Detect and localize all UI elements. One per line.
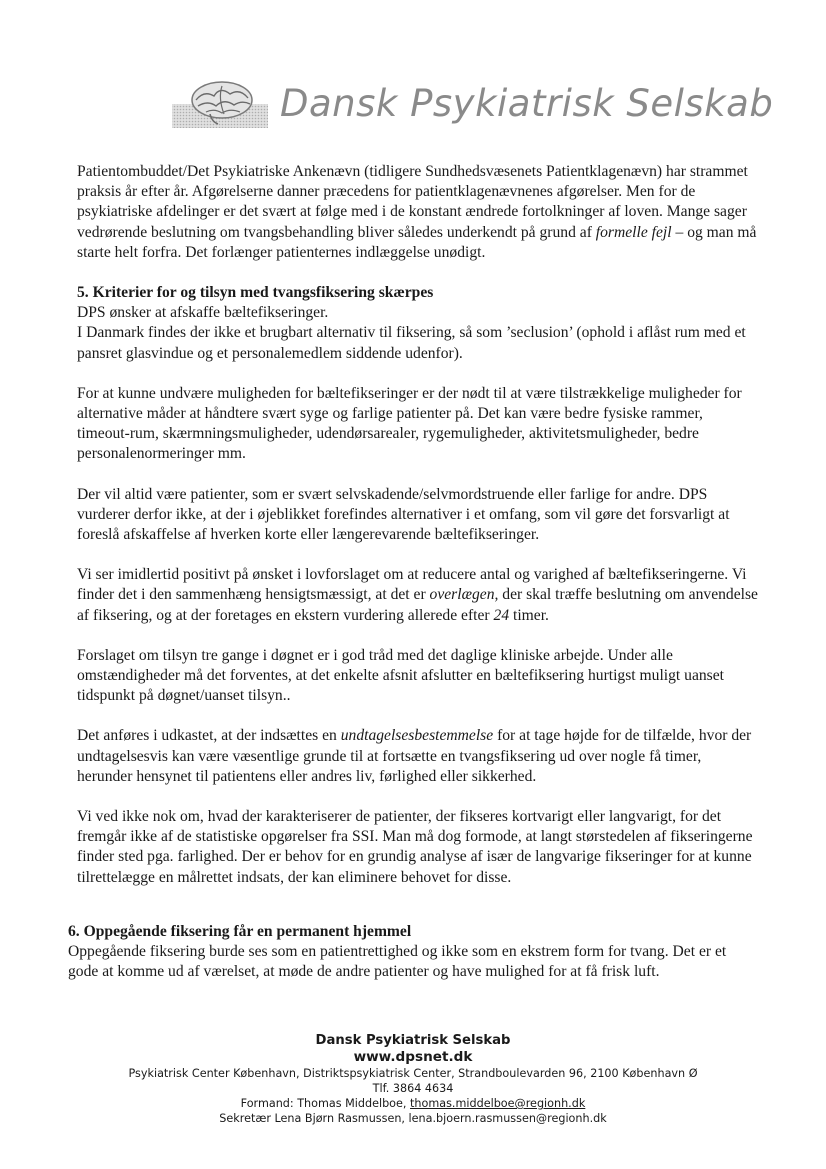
- brain-icon: [170, 78, 270, 130]
- paragraph-ssi: Vi ved ikke nok om, hvad der karakteriserer de patienter, der fikseres kortvarigt eller langvarigt, for det fremgår ikke af de statistiske opgørelser fra SSI. Man må dog formode, at langt størstedelen af fikseringerne finder sted pga. farlighed. Der er behov for en grundig analyse af især de langvarige fikseringer for at kunne tilrettelægge en målrettet indsats, der kan eliminere behovet for disse.: [77, 808, 753, 886]
- paragraph-undtagelse: [68, 726, 758, 787]
- logo-wordmark: Dansk Psykiatrisk Selskab: [280, 82, 774, 125]
- footer-address: Psykiatrisk Center København, Distriktspsykiatrisk Center, Strandboulevarden 96, 2100 København Ø: [128, 1067, 698, 1080]
- section-5-line-2: I Danmark findes der ikke et brugbart alternativ til fiksering, så som ’seclusion’ (ophold i aflåst rum med et pansret glasvindue og et personalemedlem siddende udenfor).: [77, 324, 746, 362]
- section-5-line-1: DPS ønsker at afskaffe bæltefikseringer.: [77, 304, 329, 322]
- italic-run: formelle fejl: [595, 223, 672, 241]
- section-6-text: Oppegående fiksering burde ses som en patientrettighed og ikke som en ekstrem form for tvang. Det er et gode at komme ud af værelset, at møde de andre patienter og have mulighed for at få frisk luft.: [68, 943, 727, 981]
- text-run: – og man må starte helt forfra. Det forlænger patienternes indlæggelse unødigt.: [77, 223, 757, 261]
- footer-secretary: Sekretær Lena Bjørn Rasmussen, lena.bjoern.rasmussen@regionh.dk: [219, 1112, 607, 1125]
- section-5-title: 5. Kriterier for og tilsyn med tvangsfiksering skærpes: [77, 284, 434, 302]
- italic-run: 24: [493, 606, 510, 624]
- letter-body: [68, 162, 758, 983]
- text-run: Det anføres i udkastet, at der indsættes en: [77, 727, 341, 745]
- text-run: for at tage højde for de tilfælde, hvor der undtagelsesvis kan være væsentlige grunde til at fortsætte en tvangsfiksering ud over nogle få timer, herunder hensynet til patientens eller andres liv, førlighed eller sikkerhed.: [77, 727, 752, 785]
- footer-website-link[interactable]: www.dpsnet.dk: [353, 1049, 473, 1065]
- footer-org-name: Dansk Psykiatrisk Selskab: [315, 1033, 511, 1048]
- footer-chair: [68, 1096, 758, 1111]
- section-6: [68, 922, 758, 983]
- text-run: der skal træffe beslutning om anvendelse af fiksering, og at der foretages en ekstern vurdering allerede efter: [77, 586, 758, 624]
- paragraph-praksis: [68, 162, 758, 263]
- footer-chair-label: Formand: Thomas Middelboe,: [240, 1097, 407, 1110]
- paragraph-lovforslag: [68, 565, 758, 626]
- text-run: Patientombuddet/Det Psykiatriske Ankenævn (tidligere Sundhedsvæsenets Patientklagenævn) har strammet praksis år efter år. Afgørelserne danner præcedens for patientklagenævnenes afgørelser. Men for de psykiatriske afdelinger er det svært at følge med i de konstant ændrede fortolkninger af loven. Mange sager vedrørende beslutning om tvangsbehandling bliver således underkendt på grund af: [77, 163, 748, 241]
- section-5: [68, 283, 758, 364]
- text-run: timer.: [509, 606, 549, 624]
- section-6-title: 6. Oppegående fiksering får en permanent hjemmel: [68, 922, 412, 940]
- letterhead: [170, 78, 774, 138]
- text-run: Vi ser imidlertid positivt på ønsket i lovforslaget om at reducere antal og varighed af bæltefikseringerne. Vi finder det i den sammenhæng hensigtsmæssigt, at det er: [77, 566, 747, 604]
- italic-run: undtagelsesbestemmelse: [340, 727, 494, 745]
- italic-run: overlægen,: [429, 586, 499, 604]
- footer-phone: Tlf. 3864 4634: [372, 1082, 454, 1095]
- letter-footer: [68, 1032, 758, 1126]
- footer-chair-email-link[interactable]: thomas.middelboe@regionh.dk: [410, 1097, 586, 1110]
- paragraph-patienter: Der vil altid være patienter, som er svært selvskadende/selvmordstruende eller farlige for andre. DPS vurderer derfor ikke, at der i øjeblikket forefindes alternativer i et omfang, som vil gøre det forsvarligt at foreslå afskaffelse af hverken korte eller længerevarende bæltefikseringer.: [77, 485, 730, 544]
- paragraph-tilsyn: Forslaget om tilsyn tre gange i døgnet er i god tråd med det daglige kliniske arbejde. Under alle omstændigheder må det forventes, at det enkelte afsnit afslutter en bæltefiksering hurtigst muligt uanset tidspunkt på døgnet/uanset tilsyn..: [77, 646, 724, 705]
- paragraph-alternativer: For at kunne undvære muligheden for bæltefikseringer er der nødt til at være tilstrækkelige muligheder for alternative måder at håndtere svært syge og farlige patienter på. Det kan være bedre fysiske rammer, timeout-rum, skærmningsmuligheder, udendørsarealer, rygemuligheder, aktivitetsmuligheder, bedre personalenormeringer mm.: [77, 384, 742, 463]
